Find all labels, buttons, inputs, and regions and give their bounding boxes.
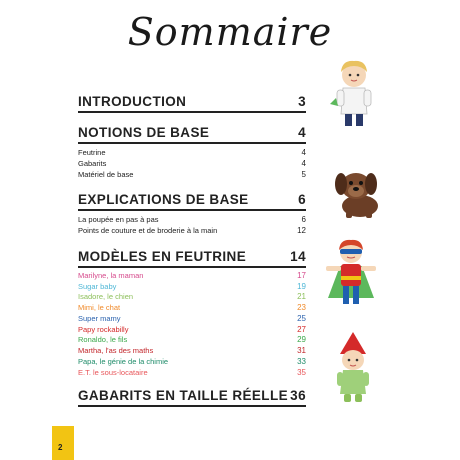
section-title: GABARITS EN TAILLE RÉELLE xyxy=(78,388,289,404)
toc-entry[interactable] xyxy=(78,282,306,293)
section-title: EXPLICATIONS DE BASE xyxy=(78,192,249,208)
section-page: 14 xyxy=(290,248,306,264)
section-title: NOTIONS DE BASE xyxy=(78,125,210,140)
toc-entry-page: 27 xyxy=(297,324,306,334)
toc-entry-page: 29 xyxy=(297,335,306,345)
section-heading[interactable] xyxy=(78,94,306,113)
toc-entry-label: E.T. le sous-locataire xyxy=(78,367,148,377)
toc-entry-label: Papa, le génie de la chimie xyxy=(78,356,169,366)
super-mamy-illustration xyxy=(322,236,380,310)
toc-entry[interactable] xyxy=(78,314,306,325)
toc-entry-page: 19 xyxy=(297,281,306,291)
doll-scientist-illustration xyxy=(328,58,376,130)
toc-entry[interactable] xyxy=(78,325,306,336)
toc-section-explications xyxy=(78,192,306,237)
toc-entry-page: 21 xyxy=(297,292,306,302)
table-of-contents xyxy=(78,94,306,407)
toc-entry-label: Sugar baby xyxy=(78,281,117,291)
section-page: 6 xyxy=(298,192,306,208)
toc-entry-label: Points de couture et de broderie à la main xyxy=(78,226,218,236)
toc-entry-page: 23 xyxy=(297,303,306,313)
toc-entry[interactable] xyxy=(78,226,306,237)
toc-entry-page: 31 xyxy=(297,346,306,356)
toc-entry-label: Marilyne, la maman xyxy=(78,270,144,280)
page-title: Sommaire xyxy=(127,10,333,54)
toc-entry-label: Matériel de base xyxy=(78,169,134,179)
toc-entry[interactable] xyxy=(78,148,306,159)
toc-entry-page: 6 xyxy=(301,215,306,225)
page-number-badge xyxy=(52,426,74,460)
toc-entry-label: Gabarits xyxy=(78,158,107,168)
toc-entry-page: 5 xyxy=(301,169,306,179)
section-page: 4 xyxy=(298,125,306,140)
section-heading[interactable] xyxy=(78,192,306,211)
toc-entry-page: 17 xyxy=(297,270,306,280)
toc-entry-label: Isadore, le chien xyxy=(78,292,134,302)
toc-entry[interactable] xyxy=(78,303,306,314)
toc-entry[interactable] xyxy=(78,170,306,181)
toc-entry-page: 4 xyxy=(301,148,306,157)
toc-section-gabarits xyxy=(78,388,306,407)
toc-entry[interactable] xyxy=(78,368,306,379)
toc-entry-page: 12 xyxy=(297,226,306,236)
toc-entry[interactable] xyxy=(78,292,306,303)
section-page: 3 xyxy=(298,94,306,109)
toc-entry-page: 35 xyxy=(297,367,306,377)
toc-entry-label: Super mamy xyxy=(78,313,121,323)
toc-entry-page: 25 xyxy=(297,313,306,323)
toc-section-modeles xyxy=(78,249,306,379)
gnome-illustration xyxy=(332,330,374,404)
toc-section-introduction xyxy=(78,94,306,113)
toc-entry-label: Feutrine xyxy=(78,148,106,157)
toc-entry-label: Ronaldo, le fils xyxy=(78,335,128,345)
toc-entry-label: Papy rockabilly xyxy=(78,324,129,334)
toc-entry-label: La poupée en pas à pas xyxy=(78,215,159,225)
dog-illustration xyxy=(330,166,386,220)
section-page: 36 xyxy=(290,388,306,404)
toc-entry[interactable] xyxy=(78,335,306,346)
toc-entry[interactable] xyxy=(78,346,306,357)
toc-entry-label: Mimi, le chat xyxy=(78,303,121,313)
toc-entry-label: Martha, l'as des maths xyxy=(78,346,154,356)
toc-entry[interactable] xyxy=(78,357,306,368)
toc-entry[interactable] xyxy=(78,215,306,226)
toc-entry[interactable] xyxy=(78,271,306,282)
section-heading[interactable] xyxy=(78,249,306,268)
toc-entry[interactable] xyxy=(78,159,306,170)
section-title: MODÈLES EN FEUTRINE xyxy=(78,248,247,264)
page-number: 2 xyxy=(58,443,63,452)
section-title: INTRODUCTION xyxy=(78,94,187,109)
toc-section-notions xyxy=(78,125,306,180)
toc-entry-page: 4 xyxy=(301,158,306,168)
section-heading[interactable] xyxy=(78,125,306,144)
section-heading[interactable] xyxy=(78,388,306,407)
toc-entry-page: 33 xyxy=(297,356,306,366)
